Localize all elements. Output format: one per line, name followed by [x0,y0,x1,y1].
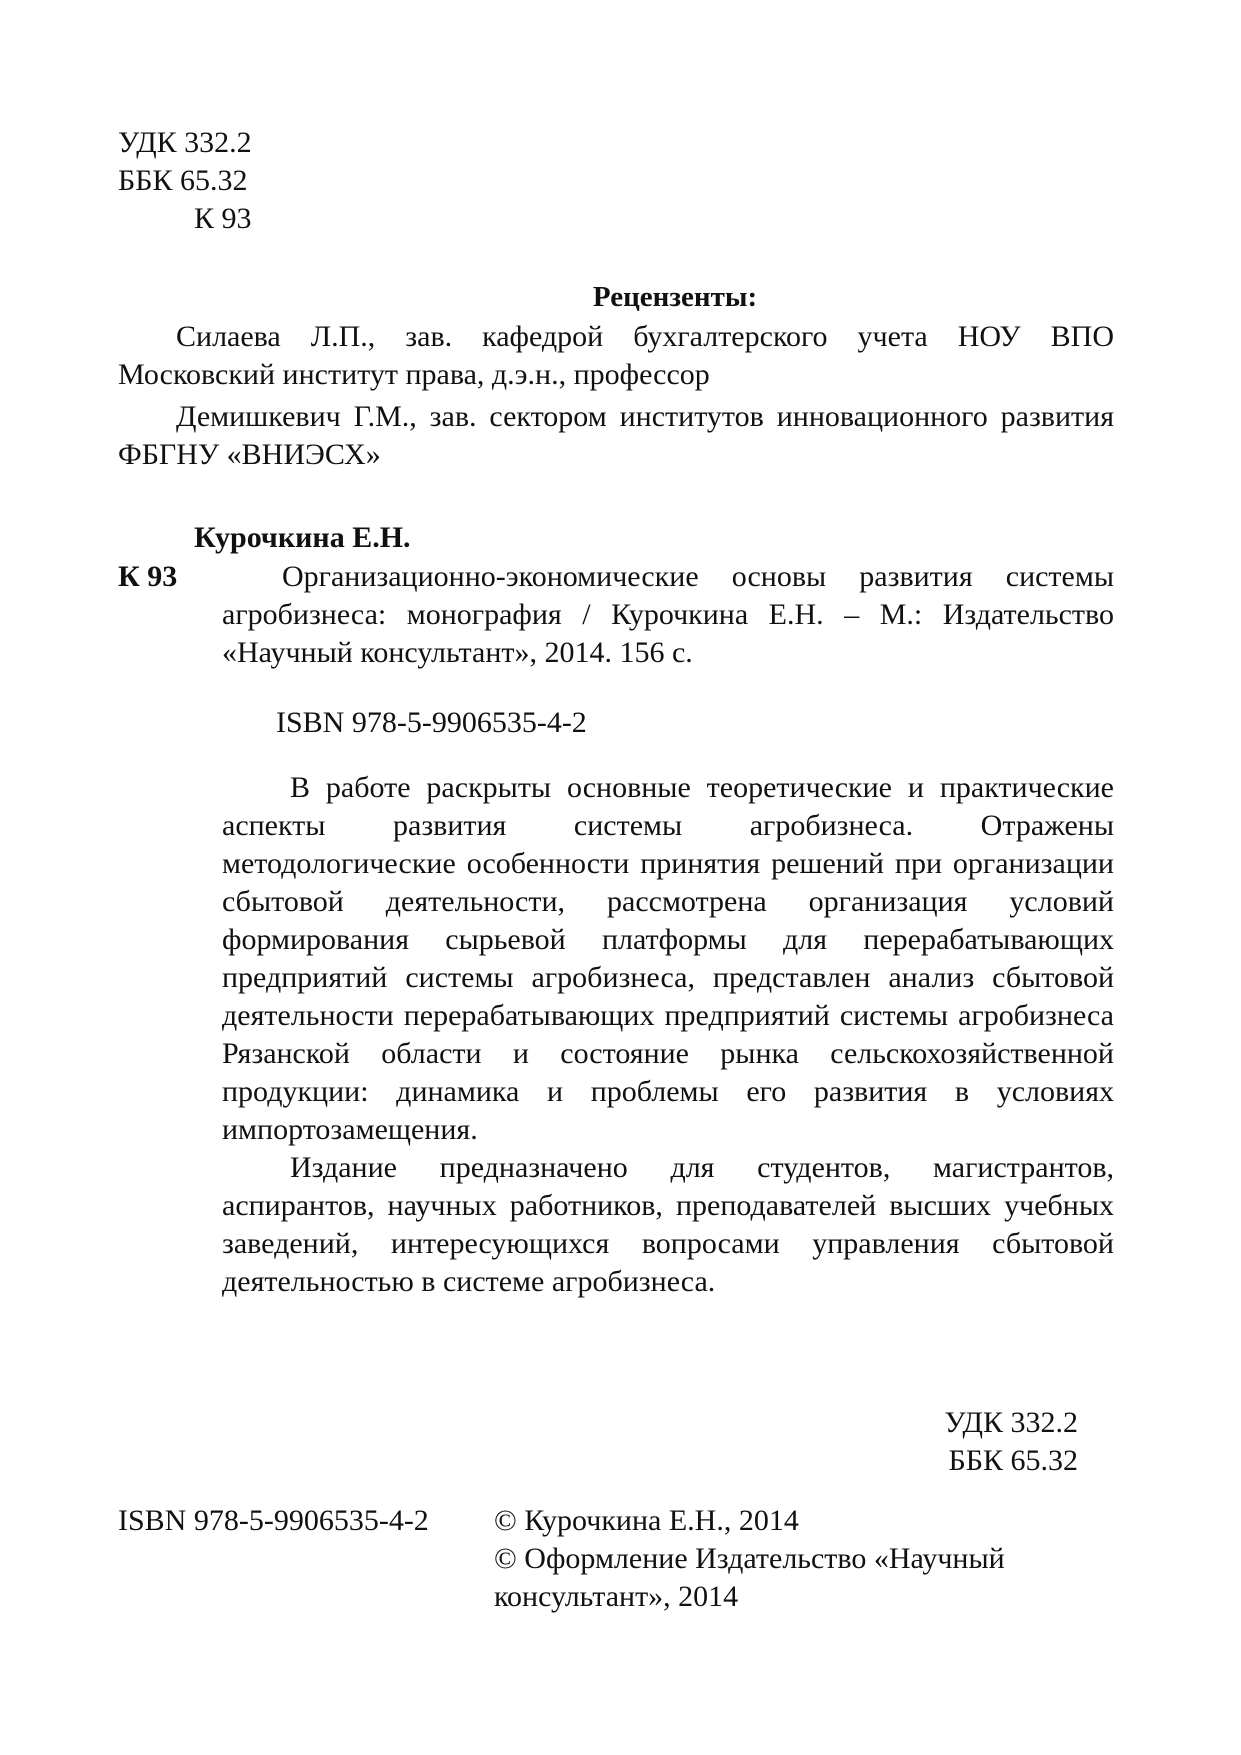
abstract-paragraph-2 [222,1149,1114,1301]
author-mark: К 93 [194,202,252,235]
copyright-design-line-2: консультант», 2014 [494,1580,739,1613]
reviewer-1-text: Силаева Л.П., зав. кафедрой бухгалтерского учета НОУ ВПО Московский институт права, д.э.н., профессор [118,320,1114,391]
abstract-paragraph-2-text: Издание предназначено для студентов, магистрантов, аспирантов, научных работников, преподавателей высших учебных заведений, интересующихся вопросами управления сбытовой деятельностью в системе агробизнеса. [222,1151,1114,1298]
footer-udk: УДК 332.2 [944,1406,1078,1439]
reviewers-heading: Рецензенты: [592,281,758,313]
udk-code: УДК 332.2 [118,126,252,159]
catalog-author-mark: К 93 [118,560,178,593]
reviewer-1 [118,318,1114,394]
abstract-paragraph-1 [222,769,1114,1149]
copyright-author: © Курочкина Е.Н., 2014 [494,1504,799,1537]
isbn-catalog: ISBN 978-5-9906535-4-2 [276,706,587,739]
classification-header [118,124,252,238]
author-name: Курочкина Е.Н. [194,521,411,554]
abstract [222,769,1114,1301]
footer-isbn: ISBN 978-5-9906535-4-2 [118,1504,429,1537]
footer-classification [926,1404,1078,1480]
bibliographic-description [222,558,1114,672]
reviewer-2-text: Демишкевич Г.М., зав. сектором институтов инновационного развития ФБГНУ «ВНИЭСХ» [118,400,1114,471]
copyright-design-line-1: © Оформление Издательство «Научный [494,1542,1005,1575]
copyright-block [494,1502,1005,1616]
bbk-code: ББК 65.32 [118,164,248,197]
bibliographic-description-text: Организационно-экономические основы развития системы агробизнеса: монография / Курочкина Е.Н. – М.: Издательство «Научный консультант», 2014. 156 с. [222,560,1114,669]
abstract-paragraph-1-text: В работе раскрыты основные теоретические и практические аспекты развития системы агробизнеса. Отражены методологические особенности принятия решений при организации сбытовой деятельности, рассмотрена организация условий формирования сырьевой платформы для перерабатывающих предприятий системы агробизнеса, представлен анализ сбытовой деятельности перерабатывающих предприятий системы агробизнеса Рязанской области и состояние рынка сельскохозяйственной продукции: динамика и проблемы его развития в условиях импортозамещения. [222,771,1114,1146]
reviewer-2 [118,398,1114,474]
footer-bbk: ББК 65.32 [948,1444,1078,1477]
